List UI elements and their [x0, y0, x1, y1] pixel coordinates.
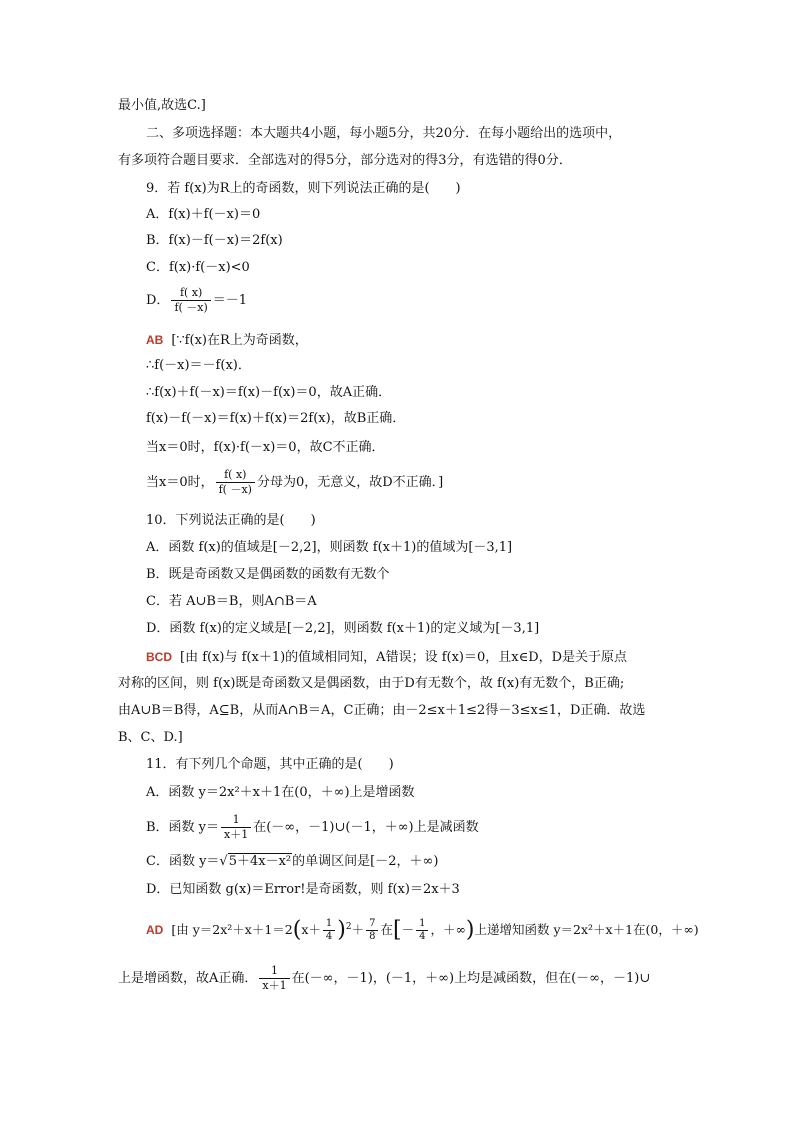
- option-11b: [146, 813, 479, 842]
- numerator: f( x): [171, 286, 210, 301]
- text-segment: －: [401, 922, 415, 937]
- radicand: 5＋4x－x²: [228, 854, 292, 869]
- option-9d: [146, 286, 247, 315]
- option-11a: A．函数 y＝2x²＋x＋1在(0，＋∞)上是增函数: [146, 785, 415, 800]
- numerator: 1: [259, 964, 289, 979]
- text-segment: B．函数 y＝: [146, 820, 220, 835]
- option-11c: [146, 854, 438, 870]
- option-10b: B．既是奇函数又是偶函数的函数有无数个: [146, 567, 390, 582]
- text-segment: C．函数 y＝√: [146, 854, 228, 869]
- answer-11: [146, 918, 699, 943]
- fraction: [221, 813, 251, 842]
- option-10c: C．若 A∪B＝B，则A∩B＝A: [146, 594, 317, 609]
- exponent: 2: [345, 921, 352, 932]
- text-segment: [由 y＝2x²＋x＋1＝2: [171, 922, 293, 937]
- text-segment: ＋: [351, 922, 365, 937]
- text-segment: 在(－∞，－1)∪(－1，＋∞)上是减函数: [253, 820, 479, 835]
- text-line: f(x)－f(－x)＝f(x)＋f(x)＝2f(x)，故B正确．: [146, 411, 406, 426]
- section-heading: 二、多项选择题：本大题共4小题，每小题5分，共20分．在每小题给出的选项中，: [146, 126, 622, 141]
- option-11d: D．已知函数 g(x)＝Error!是奇函数，则 f(x)＝2x＋3: [146, 882, 460, 897]
- answer-tag: AB: [146, 333, 164, 347]
- denominator: 4: [325, 931, 333, 942]
- text-segment: [由 f(x)与 f(x＋1)的值域相同知，A错误；设 f(x)＝0，且x∈D，D是关于原点: [180, 650, 628, 665]
- text-segment: 上是增函数，故A正确．: [118, 971, 258, 986]
- fraction: [171, 286, 210, 315]
- numerator: 7: [366, 918, 378, 931]
- text-segment: ＝－1: [212, 293, 248, 308]
- question-11: 11．有下列几个命题，其中正确的是( ): [146, 757, 394, 772]
- fraction: [366, 918, 378, 943]
- answer-10: [146, 649, 627, 666]
- text-line: 对称的区间，则 f(x)既是奇函数又是偶函数，由于D有无数个，故 f(x)有无数个，B正确;: [118, 676, 625, 691]
- text-line: B、C、D.]: [118, 730, 183, 745]
- fraction: [259, 964, 289, 993]
- option-10a: A．函数 f(x)的值域是[－2,2]，则函数 f(x＋1)的值域为[－3,1]: [146, 540, 513, 555]
- text-segment: 在: [380, 922, 393, 937]
- answer-tag: AD: [146, 923, 164, 937]
- text-line: [146, 468, 443, 497]
- denominator: x＋1: [224, 828, 249, 841]
- text-line: ∴f(x)＋f(－x)＝f(x)－f(x)＝0，故A正确．: [146, 385, 392, 400]
- answer-tag: BCD: [146, 650, 172, 664]
- fraction: [323, 918, 335, 943]
- option-9a: A．f(x)＋f(－x)＝0: [146, 207, 261, 222]
- bracket-open: [: [393, 917, 402, 943]
- numerator: 1: [416, 918, 428, 931]
- denominator: 4: [419, 931, 426, 942]
- numerator: f( x): [216, 468, 255, 483]
- denominator: f( －x): [174, 301, 208, 314]
- answer-9: [146, 332, 308, 349]
- text-segment: ，＋∞: [430, 922, 466, 937]
- option-label: D．: [146, 293, 170, 308]
- question-10: 10．下列说法正确的是( ): [146, 513, 316, 528]
- text-segment: 的单调区间是[－2，＋∞): [292, 854, 439, 869]
- text-line: 由A∪B＝B得，A⊆B，从而A∩B＝A，C正确；由－2≤x＋1≤2得－3≤x≤1，D正确．故选: [118, 703, 646, 718]
- paren-close: ): [465, 917, 475, 943]
- text-line: ∴f(－x)＝－f(x)．: [146, 358, 251, 373]
- text-segment: [∵f(x)在R上为奇函数，: [171, 333, 308, 348]
- fraction: [216, 468, 255, 497]
- denominator: 8: [369, 931, 376, 942]
- fraction: [416, 918, 428, 943]
- question-9: 9．若 f(x)为R上的奇函数，则下列说法正确的是( ): [146, 181, 461, 196]
- denominator: f( －x): [218, 483, 252, 496]
- text-line: [118, 964, 650, 993]
- option-9b: B．f(x)－f(－x)＝2f(x): [146, 233, 283, 248]
- denominator: x＋1: [262, 979, 287, 992]
- text-line: 当x＝0时，f(x)·f(－x)＝0，故C不正确．: [146, 440, 385, 455]
- text-line: 有多项符合题目要求．全部选对的得5分，部分选对的得3分，有选错的得0分．: [118, 153, 572, 168]
- numerator: 1: [221, 813, 251, 828]
- option-9c: C．f(x)·f(－x)<0: [146, 260, 250, 275]
- paren-open: (: [292, 917, 302, 943]
- text-segment: 上递增知函数 y＝2x²＋x＋1在(0，＋∞): [474, 922, 699, 937]
- text-line: 最小值,故选C.]: [118, 98, 206, 113]
- text-segment: 在(－∞，－1)，(－1，＋∞)上均是减函数，但在(－∞，－1)∪: [291, 971, 651, 986]
- option-10d: D．函数 f(x)的定义域是[－2,2]，则函数 f(x＋1)的定义域为[－3,1]: [146, 621, 540, 636]
- numerator: 1: [323, 918, 335, 931]
- text-segment: 分母为0，无意义，故D不正确．]: [256, 475, 444, 490]
- paren-close: ): [337, 917, 346, 943]
- text-segment: 当x＝0时，: [146, 475, 214, 490]
- text-segment: x＋: [301, 922, 321, 937]
